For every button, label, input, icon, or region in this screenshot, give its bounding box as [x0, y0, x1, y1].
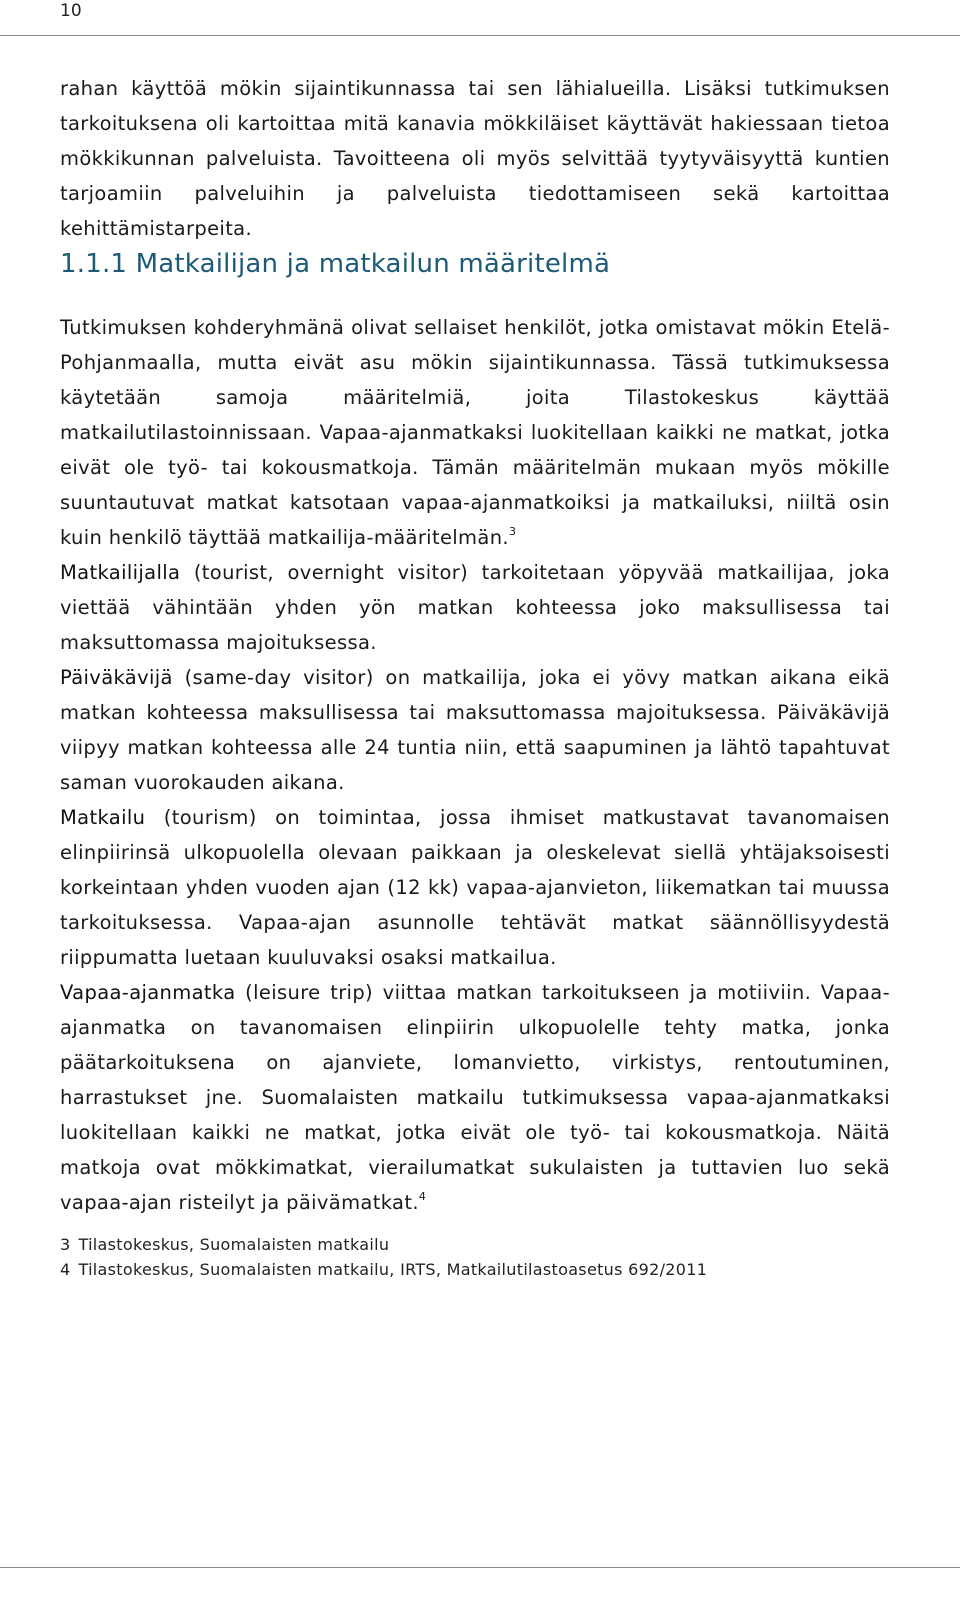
- definition-text: (tourism) on toimintaa, jossa ihmiset matkustavat tavanomaisen elinpiirinsä ulkopuolella olevaan paikkaan ja oleskelevat siellä yhtäjaksoisesti korkeintaan yhden vuoden ajan (12 kk) vapaa-ajanvieton, liikematkan tai muussa tarkoituksessa. Vapaa-ajan asunnolle tehtävät matkat säännöllisyydestä riippumatta luetaan kuuluvaksi osaksi matkailua.: [60, 806, 890, 969]
- definition-same-day-visitor: [60, 660, 890, 800]
- page-content: [60, 71, 890, 1282]
- section-heading: [60, 246, 890, 282]
- footnote-text: Tilastokeskus, Suomalaisten matkailu: [78, 1235, 390, 1254]
- intro-paragraph: rahan käyttöä mökin sijaintikunnassa tai sen lähialueilla. Lisäksi tutkimuksen tarkoituksena oli kartoittaa mitä kanavia mökkiläiset käyttävät hakiessaan tietoa mökkikunnan palveluista. Tavoitteena oli myös selvittää tyytyväisyyttä kuntien tarjoamiin palveluihin ja palveluista tiedottamiseen sekä kartoittaa kehittämistarpeita.: [60, 77, 890, 240]
- page-number: 10: [60, 1, 82, 21]
- definition-term: Päiväkävijä: [60, 666, 173, 689]
- section-number: 1.1.1: [60, 249, 128, 279]
- target-group-paragraph: [60, 310, 890, 555]
- definition-text: (tourist, overnight visitor) tarkoitetaan yöpyvää matkailijaa, joka viettää vähintään yhden yön matkan kohteessa joko maksullisessa tai maksuttomassa majoituksessa.: [60, 561, 890, 654]
- section-title: Matkailijan ja matkailun määritelmä: [135, 249, 611, 279]
- footnote-reference: 3: [508, 525, 517, 538]
- footnotes: [60, 1232, 890, 1282]
- footnote-number: 4: [60, 1260, 71, 1279]
- footnote-text: Tilastokeskus, Suomalaisten matkailu, IRTS, Matkailutilastoasetus 692/2011: [78, 1260, 708, 1279]
- footnote-reference: 4: [418, 1190, 427, 1203]
- footnote-3: [60, 1232, 890, 1257]
- footnote-4: [60, 1257, 890, 1282]
- definition-text: (leisure trip) viittaa matkan tarkoitukseen ja motiiviin. Vapaa-ajanmatka on tavanomaisen elinpiirin ulkopuolelle tehty matka, jonka päätarkoituksena on ajanviete, lomanvietto, virkistys, rentoutuminen, harrastukset jne. Suomalaisten matkailu tutkimuksessa vapaa-ajanmatkaksi luokitellaan kaikki ne matkat, jotka eivät ole työ- tai kokousmatkoja. Näitä matkoja ovat mökkimatkat, vierailumatkat sukulaisten ja tuttavien luo sekä vapaa-ajan risteilyt ja päivämatkat.: [60, 981, 890, 1214]
- footer-rule: [0, 1567, 960, 1568]
- definition-term: Vapaa-ajanmatka: [60, 981, 236, 1004]
- header-rule: [0, 35, 960, 36]
- footnote-number: 3: [60, 1235, 71, 1254]
- paragraph-text: Tutkimuksen kohderyhmänä olivat sellaiset henkilöt, jotka omistavat mökin Etelä-Pohjanmaalla, mutta eivät asu mökin sijaintikunnassa. Tässä tutkimuksessa käytetään samoja määritelmiä, joita Tilastokeskus käyttää matkailutilastoinnissaan. Vapaa-ajanmatkaksi luokitellaan kaikki ne matkat, jotka eivät ole työ- tai kokousmatkoja. Tämän määritelmän mukaan myös mökille suuntautuvat matkat katsotaan vapaa-ajanmatkoiksi ja matkailuksi, niiltä osin kuin henkilö täyttää matkailija-määritelmän.: [60, 316, 890, 549]
- definition-term: Matkailijalla: [60, 561, 181, 584]
- definition-tourism: [60, 800, 890, 975]
- definition-term: Matkailu: [60, 806, 146, 829]
- definition-tourist: [60, 555, 890, 660]
- definition-text: (same-day visitor) on matkailija, joka ei yövy matkan aikana eikä matkan kohteessa maksullisessa tai maksuttomassa majoituksessa. Päiväkävijä viipyy matkan kohteessa alle 24 tuntia niin, että saapuminen ja lähtö tapahtuvat saman vuorokauden aikana.: [60, 666, 890, 794]
- definition-leisure-trip: [60, 975, 890, 1220]
